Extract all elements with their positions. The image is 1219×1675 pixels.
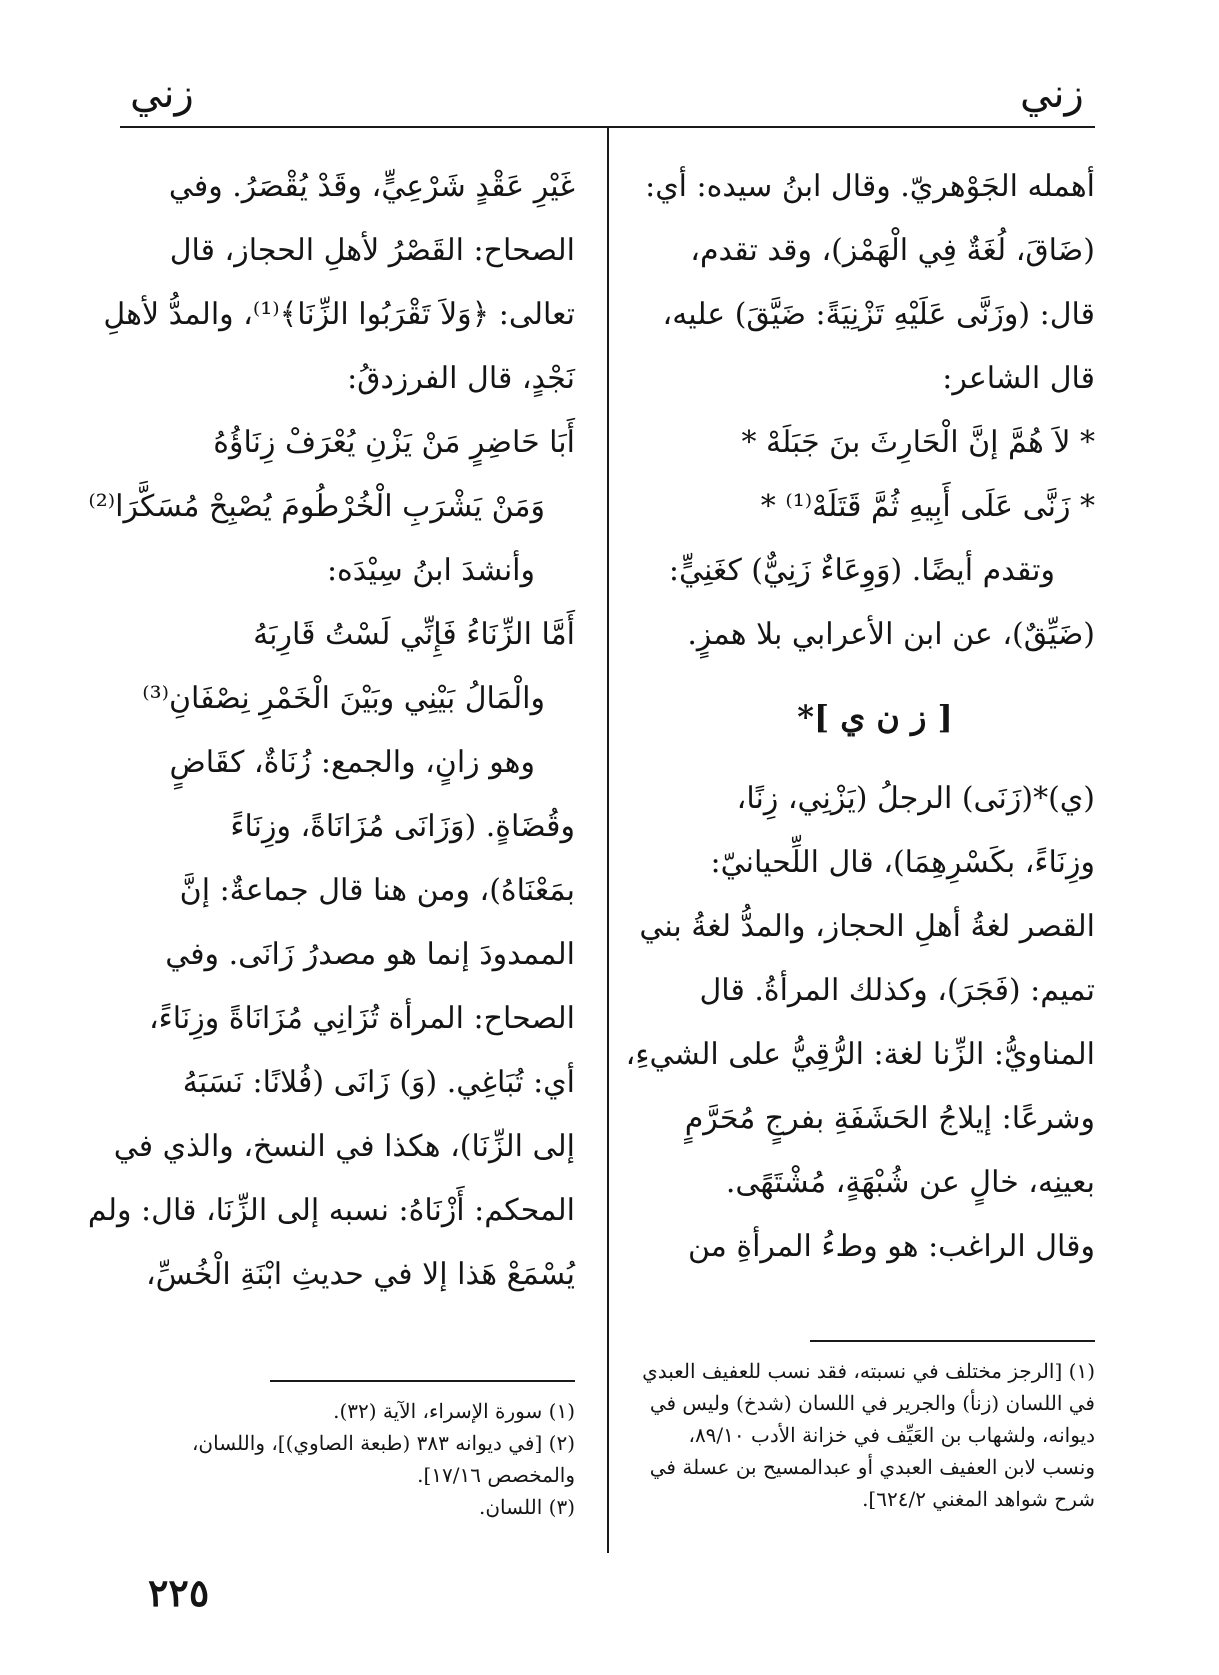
footnote-line: شرح شواهد المغني ٦٢٤/٢]. [862, 1487, 1095, 1511]
text-line: وشرعًا: إيلاجُ الحَشَفَةِ بفرجٍ مُحَرَّمٍ [684, 1101, 1095, 1136]
text-line: (ضَاقَ، لُغَةٌ فِي الْهَمْز)، وقد تقدم، [690, 233, 1095, 268]
text-line: (ي)*(زَنَى) الرجلُ (يَزْنِي، زِنًا، [736, 781, 1095, 816]
text-line: وقُضَاةٍ. (وَزَانَى مُزَانَاةً، وزِنَاءً [230, 809, 575, 844]
footnote-divider [270, 1380, 575, 1382]
footnote-line: (٢) [في ديوانه ٣٨٣ (طبعة الصاوي)]، واللسان، [191, 1431, 575, 1455]
text-line: قال الشاعر: [942, 361, 1095, 396]
text-line: وأنشدَ ابنُ سِيْدَه: [326, 553, 535, 588]
footnote-line: ونسب لابن العفيف العبدي أو عبدالمسيح بن عسلة في [649, 1455, 1095, 1479]
text-line: أهمله الجَوْهريّ. وقال ابنُ سيده: أي: [645, 169, 1095, 204]
footnote-line: ديوانه، ولشهاب بن العَيِّف في خزانة الأدب ٨٩/١٠، [688, 1423, 1095, 1447]
text-line: تميم: (فَجَرَ)، وكذلك المرأةُ. قال [699, 973, 1095, 1008]
right-column [625, 155, 1095, 1279]
text-line: وقال الراغب: هو وطءُ المرأةِ من [687, 1229, 1095, 1264]
text-line: بعينِه، خالٍ عن شُبْهَةٍ، مُشْتَهًى. [725, 1165, 1095, 1200]
text-line: قال: (وزَنَّى عَلَيْهِ تَزْنِيَةً: ضَيَّقَ) عليه، [662, 297, 1095, 332]
text-line: إلى الزِّنَا)، هكذا في النسخ، والذي في [113, 1129, 575, 1164]
footnote-line: (١) [الرجز مختلف في نسبته، فقد نسب للعفيف العبدي [642, 1359, 1095, 1383]
footnote-line: في اللسان (زنأ) والجرير في اللسان (شدخ) وليس في [649, 1391, 1095, 1415]
left-column [87, 155, 575, 1307]
text-line: بمَعْنَاهُ)، ومن هنا قال جماعةٌ: إنَّ [179, 873, 575, 908]
text-line: الممدودَ إنما هو مصدرُ زَانَى. وفي [165, 937, 575, 972]
verse-line: * زَنَّى عَلَى أَبِيهِ ثُمَّ قَتَلَهْ⁽¹⁾ * [760, 489, 1095, 524]
footnotes-left [120, 1395, 575, 1523]
text-line: القصر لغةُ أهلِ الحجاز، والمدُّ لغةُ بني [639, 909, 1095, 944]
running-header-right: زني [1020, 71, 1084, 117]
verse-line: والْمَالُ بَيْنِي وبَيْنَ الْخَمْرِ نِصْفَانِ⁽³⁾ [142, 681, 545, 716]
text-line: تعالى: ﴿وَلاَ تَقْرَبُوا الزِّنَا﴾⁽¹⁾، والمدُّ لأهلِ [103, 297, 575, 332]
text-line: غَيْرِ عَقْدٍ شَرْعِيٍّ، وقَدْ يُقْصَرُ. وفي [168, 169, 575, 204]
text-line: الصحاح: القَصْرُ لأهلِ الحجاز، قال [169, 233, 575, 268]
entry-heading: [ ز ن ي ]* [797, 698, 953, 736]
verse-line: * لاَ هُمَّ إنَّ الْحَارِثَ بنَ جَبَلَهْ * [741, 425, 1095, 460]
footnote-line: والمخصص ١٧/١٦]. [417, 1463, 575, 1487]
footnote-divider [810, 1340, 1095, 1342]
text-line: وهو زانٍ، والجمع: زُنَاةٌ، كقَاضٍ [169, 745, 535, 780]
text-line: (ضَيِّقٌ)، عن ابن الأعرابي بلا همزٍ. [687, 617, 1095, 652]
footnote-line: (١) سورة الإسراء، الآية (٣٢). [333, 1399, 575, 1423]
footnote-line: (٣) اللسان. [479, 1495, 575, 1519]
text-line: الصحاح: المرأة تُزَانِي مُزَانَاةً وزِنَاءً، [148, 1001, 575, 1036]
text-line: وزِنَاءً، بكَسْرِهِمَا)، قال اللِّحيانيّ: [710, 845, 1095, 880]
page-number: ٢٢٥ [148, 1570, 210, 1615]
footnotes-right [642, 1355, 1095, 1515]
text-line: أي: تُبَاغِي. (وَ) زَانَى (فُلانًا: نَسَبَهُ [182, 1065, 575, 1100]
text-line: المناويُّ: الزِّنا لغة: الرُّقِيُّ على الشيءِ، [625, 1037, 1095, 1072]
text-line: يُسْمَعْ هَذا إلا في حديثِ ابْنَةِ الْخُسِّ، [145, 1257, 575, 1292]
column-divider [607, 128, 609, 1553]
verse-line: وَمَنْ يَشْرَبِ الْخُرْطُومَ يُصْبِحْ مُسَكَّرَا⁽²⁾ [88, 489, 545, 524]
verse-line: أَمَّا الزِّنَاءُ فَإِنِّي لَسْتُ قَارِبَهُ [253, 617, 575, 652]
verse-line: أَبَا حَاضِرٍ مَنْ يَزْنِ يُعْرَفْ زِنَاؤُهُ [213, 425, 575, 460]
running-header-left: زني [130, 71, 194, 117]
text-line: وتقدم أيضًا. (وَوِعَاءٌ زَنِيٌّ) كغَنِيٍّ: [668, 553, 1055, 588]
text-line: نَجْدٍ، قال الفرزدقُ: [347, 361, 575, 396]
text-line: المحكم: أَزْنَاهُ: نسبه إلى الزِّنَا، قال: ولم [87, 1193, 575, 1228]
